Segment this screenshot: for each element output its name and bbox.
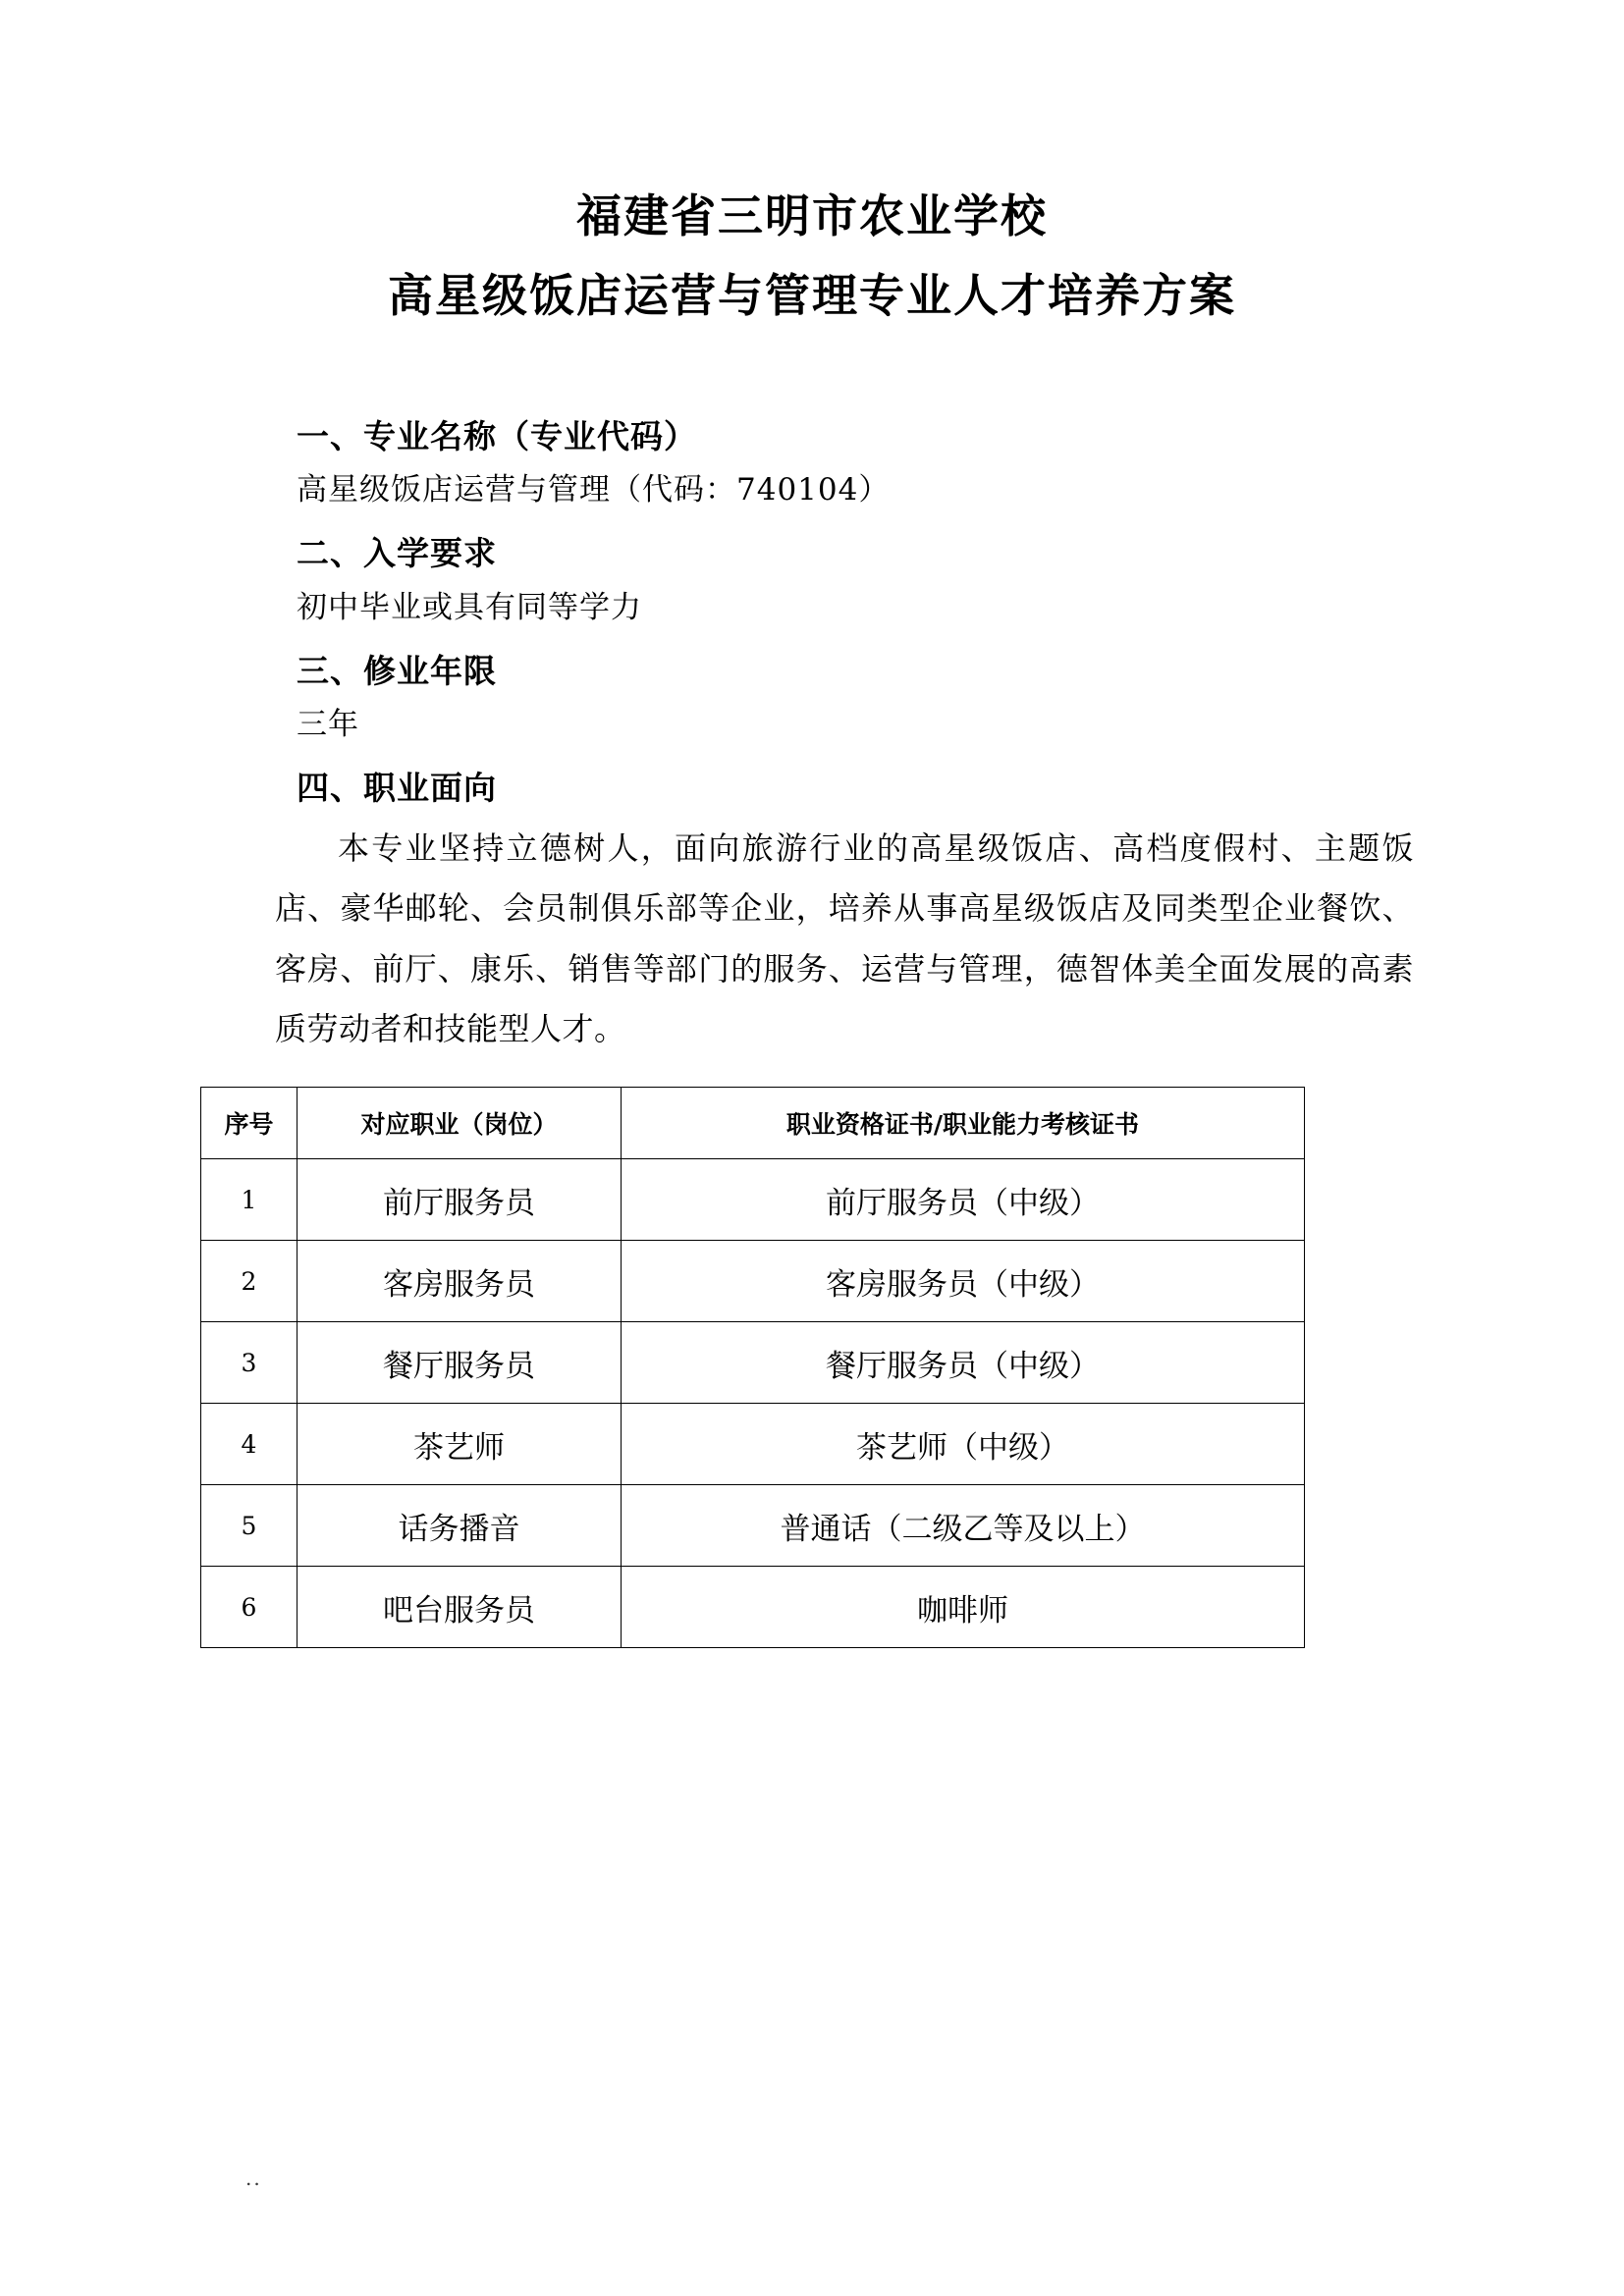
cell-certificate: 咖啡师 bbox=[622, 1567, 1305, 1648]
cell-index: 4 bbox=[201, 1404, 298, 1485]
section-heading-2: 二、入学要求 bbox=[297, 534, 497, 573]
table-row bbox=[201, 1322, 1305, 1404]
cell-index: 3 bbox=[201, 1322, 298, 1404]
page-title bbox=[187, 182, 1437, 332]
column-header-index: 序号 bbox=[201, 1088, 298, 1159]
section-heading-4: 四、职业面向 bbox=[297, 769, 497, 808]
cell-job: 前厅服务员 bbox=[298, 1159, 622, 1241]
table-row bbox=[201, 1485, 1305, 1567]
section-text-2: 初中毕业或具有同等学力 bbox=[297, 589, 642, 625]
table-row bbox=[201, 1159, 1305, 1241]
cell-certificate: 茶艺师（中级） bbox=[622, 1404, 1305, 1485]
cell-job: 餐厅服务员 bbox=[298, 1322, 622, 1404]
table-row bbox=[201, 1404, 1305, 1485]
cell-index: 2 bbox=[201, 1241, 298, 1322]
table-row bbox=[201, 1567, 1305, 1648]
footer-mark: .. bbox=[245, 2166, 262, 2190]
jobs-table-wrapper bbox=[187, 1087, 1418, 1648]
cell-job: 话务播音 bbox=[298, 1485, 622, 1567]
cell-certificate: 普通话（二级乙等及以上） bbox=[622, 1485, 1305, 1567]
cell-certificate: 餐厅服务员（中级） bbox=[622, 1322, 1305, 1404]
column-header-job: 对应职业（岗位） bbox=[298, 1088, 622, 1159]
title-line-2: 高星级饭店运营与管理专业人才培养方案 bbox=[388, 269, 1236, 323]
cell-index: 6 bbox=[201, 1567, 298, 1648]
section-text-1: 高星级饭店运营与管理（代码：740104） bbox=[297, 472, 891, 508]
section-heading-3: 三、修业年限 bbox=[297, 651, 497, 690]
jobs-certificates-table bbox=[200, 1087, 1305, 1648]
document-body bbox=[187, 412, 1437, 1649]
table-header-row bbox=[201, 1088, 1305, 1159]
cell-certificate: 前厅服务员（中级） bbox=[622, 1159, 1305, 1241]
cell-index: 5 bbox=[201, 1485, 298, 1567]
section-text-3: 三年 bbox=[297, 707, 359, 743]
column-header-certificate: 职业资格证书/职业能力考核证书 bbox=[622, 1088, 1305, 1159]
cell-index: 1 bbox=[201, 1159, 298, 1241]
cell-job: 茶艺师 bbox=[298, 1404, 622, 1485]
section-heading-1: 一、专业名称（专业代码） bbox=[297, 416, 697, 455]
cell-certificate: 客房服务员（中级） bbox=[622, 1241, 1305, 1322]
title-line-1: 福建省三明市农业学校 bbox=[576, 189, 1048, 242]
cell-job: 客房服务员 bbox=[298, 1241, 622, 1322]
cell-job: 吧台服务员 bbox=[298, 1567, 622, 1648]
table-row bbox=[201, 1241, 1305, 1322]
career-orientation-paragraph: 本专业坚持立德树人，面向旅游行业的高星级饭店、高档度假村、主题饭店、豪华邮轮、会员制俱乐部等企业，培养从事高星级饭店及同类型企业餐饮、客房、前厅、康乐、销售等部门的服务、运营与管理，德智体美全面发展的高素质劳动者和技能型人才。 bbox=[275, 828, 1414, 1048]
